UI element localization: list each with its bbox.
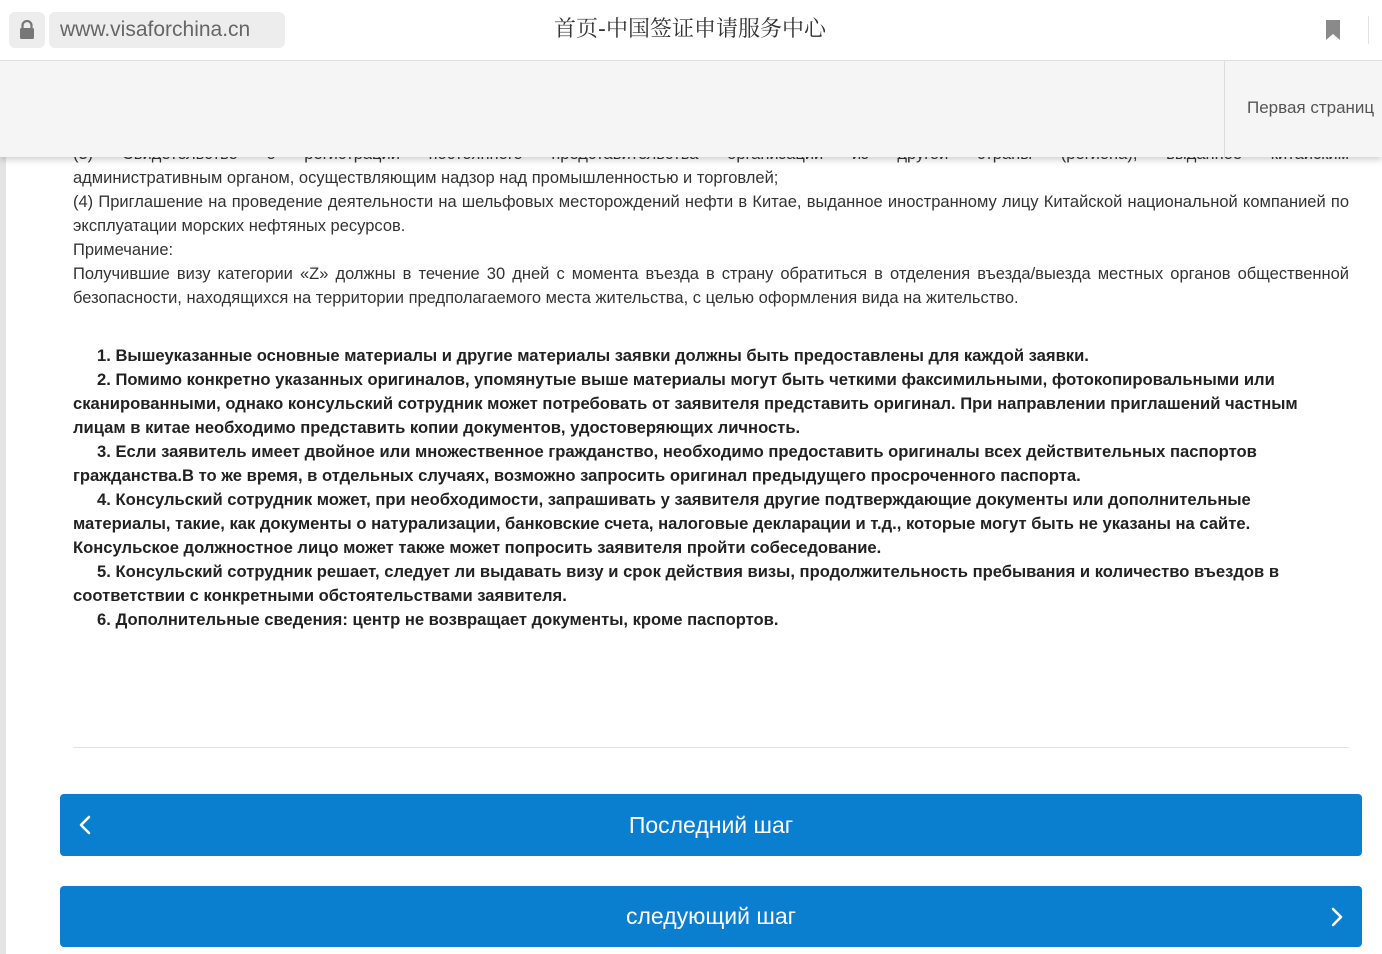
note-item: 6. Дополнительные сведения: центр не возвращает документы, кроме паспортов.	[97, 610, 779, 629]
left-scroll-edge	[0, 157, 6, 954]
chevron-right-icon	[1330, 907, 1344, 927]
general-notes	[73, 344, 1349, 632]
note-text: Получившие визу категории «Z» должны в течение 30 дней с момента въезда в страну обратиться в отделения въезда/выезда местных органов общественной безопасности, находящихся на территории предполагаемого места жительства, с целью оформления вида на жительство.	[73, 265, 1349, 307]
site-header	[0, 61, 1382, 157]
note-item: 5. Консульский сотрудник решает, следует ли выдавать визу и срок действия визы, продолжительность пребывания и количество въездов в соответствии с конкретными обстоятельствами заявителя.	[73, 562, 1280, 605]
previous-step-label: Последний шаг	[628, 812, 794, 838]
note-label: Примечание:	[73, 241, 174, 259]
note-item: 1. Вышеуказанные основные материалы и другие материалы заявки должны быть предоставлены для каждой заявки.	[97, 346, 1089, 365]
previous-step-button[interactable]	[60, 794, 1362, 856]
nav-first-page-link[interactable]: Первая страниц	[1247, 98, 1375, 117]
visa-requirements-content	[73, 142, 1349, 632]
site-info-button[interactable]	[9, 12, 45, 48]
document-item-3-end: административным органом, осуществляющим надзор над промышленностью и торговлей;	[73, 169, 779, 187]
page-title: 首页-中国签证申请服务中心	[554, 17, 826, 42]
header-divider	[1224, 61, 1225, 157]
next-step-button[interactable]	[60, 886, 1362, 947]
chevron-left-icon	[78, 815, 92, 835]
note-item: 4. Консульский сотрудник может, при необходимости, запрашивать у заявителя другие подтверждающие документы или дополнительные материалы, такие, как документы о натурализации, банковские счета, налоговые декларации и т.д., которые могут быть не указаны на сайте. Консульское должностное лицо может также может попросить заявителя пройти собеседование.	[73, 490, 1251, 557]
document-item-4: (4) Приглашение на проведение деятельности на шельфовых месторождений нефти в Китае, выданное иностранному лицу Китайской национальной компанией по эксплуатации морских нефтяных ресурсов.	[73, 193, 1349, 235]
bookmark-icon[interactable]	[1324, 19, 1342, 41]
lock-icon	[18, 20, 36, 40]
url-field[interactable]: www.visaforchina.cn	[49, 12, 285, 48]
toolbar-divider	[1368, 16, 1369, 44]
next-step-label: следующий шаг	[625, 903, 797, 929]
note-item: 2. Помимо конкретно указанных оригиналов, упомянутые выше материалы могут быть четкими факсимильными, фотокопировальными или сканированными, однако консульский сотрудник может потребовать от заявителя представить оригинал. При направлении приглашений частным лицам в китае необходимо представить копии документов, удостоверяющих личность.	[73, 370, 1298, 437]
browser-address-bar	[0, 0, 1382, 61]
note-item: 3. Если заявитель имеет двойное или множественное гражданство, необходимо предоставить оригиналы всех действительных паспортов гражданства.В то же время, в отдельных случаях, возможно запросить оригинал предыдущего просроченного паспорта.	[73, 442, 1257, 485]
content-divider	[73, 747, 1349, 748]
